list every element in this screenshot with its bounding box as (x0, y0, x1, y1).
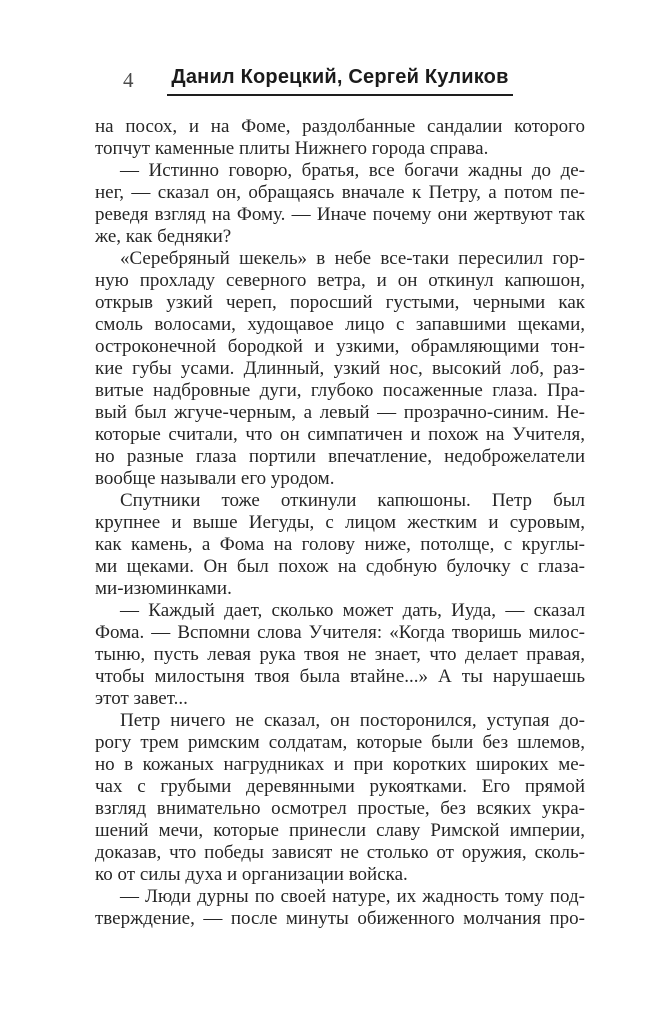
header-title: Данил Корецкий, Сергей Куликов (167, 64, 512, 96)
text-line: открыв узкий череп, поросший густыми, черными как (95, 292, 585, 313)
text-line: кие губы усами. Длинный, узкий нос, высокий лоб, раз- (95, 358, 585, 379)
text-line: которые считали, что он симпатичен и похож на Учителя, (95, 424, 585, 445)
text-line: топчут каменные плиты Нижнего города справа. (95, 138, 489, 159)
text-line: рогу трем римским солдатам, которые были без шлемов, (95, 732, 585, 753)
text-line: взгляд внимательно осмотрел простые, без всяких укра- (95, 798, 585, 819)
text-line: ко от силы духа и организации войска. (95, 864, 408, 885)
page-number: 4 (123, 68, 134, 92)
text-line: чах с грубыми деревянными рукоятками. Его прямой (95, 776, 585, 797)
body-text (95, 116, 585, 930)
running-header (95, 64, 585, 100)
text-line: ную прохладу северного ветра, и он откинул капюшон, (95, 270, 585, 291)
text-line: доказав, что победы зависят не столько от оружия, сколь- (95, 842, 585, 863)
text-line: — Люди дурны по своей натуре, их жадность тому под- (120, 886, 585, 907)
text-line: вый был жгуче-черным, а левый — прозрачно-синим. Не- (95, 402, 585, 423)
text-line: витые надбровные дуги, глубоко посаженные глаза. Пра- (95, 380, 585, 401)
text-line: крупнее и выше Иегуды, с лицом жестким и суровым, (95, 512, 585, 533)
text-line: же, как бедняки? (95, 226, 232, 247)
text-line: нег, — сказал он, обращаясь вначале к Петру, а потом пе- (95, 182, 585, 203)
header-title-wrap (95, 64, 585, 96)
text-line: тыню, пусть левая рука твоя не знает, что делает правая, (95, 644, 585, 665)
text-line: «Серебряный шекель» в небе все-таки пересилил гор- (120, 248, 585, 269)
text-line: остроконечной бородкой и узкими, обрамляющими тон- (95, 336, 585, 357)
text-line: но разные глаза портили впечатление, недоброжелатели (95, 446, 585, 467)
text-line: шений мечи, которые принесли славу Римской империи, (95, 820, 585, 841)
text-line: Петр ничего не сказал, он посторонился, уступая до- (120, 710, 585, 731)
text-line: — Каждый дает, сколько может дать, Иуда, — сказал (120, 600, 585, 621)
text-line: вообще называли его уродом. (95, 468, 335, 489)
text-line: этот завет... (95, 688, 188, 709)
text-line: как камень, а Фома на голову ниже, потолще, с круглы- (95, 534, 585, 555)
text-line: — Истинно говорю, братья, все богачи жадны до де- (120, 160, 585, 181)
text-line: ми-изюминками. (95, 578, 232, 599)
text-line: но в кожаных нагрудниках и при коротких широких ме- (95, 754, 585, 775)
text-line: чтобы милостыня твоя была втайне...» А ты нарушаешь (95, 666, 585, 687)
text-line: смоль волосами, худощавое лицо с запавшими щеками, (95, 314, 585, 335)
text-line: на посох, и на Фоме, раздолбанные сандалии которого (95, 116, 585, 137)
text-line: тверждение, — после минуты обиженного молчания про- (95, 908, 585, 929)
text-line: Спутники тоже откинули капюшоны. Петр был (120, 490, 585, 511)
text-line: Фома. — Вспомни слова Учителя: «Когда творишь милос- (95, 622, 585, 643)
text-line: ми щеками. Он был похож на сдобную булочку с глаза- (95, 556, 585, 577)
text-line: реведя взгляд на Фому. — Иначе почему они жертвуют так (95, 204, 585, 225)
